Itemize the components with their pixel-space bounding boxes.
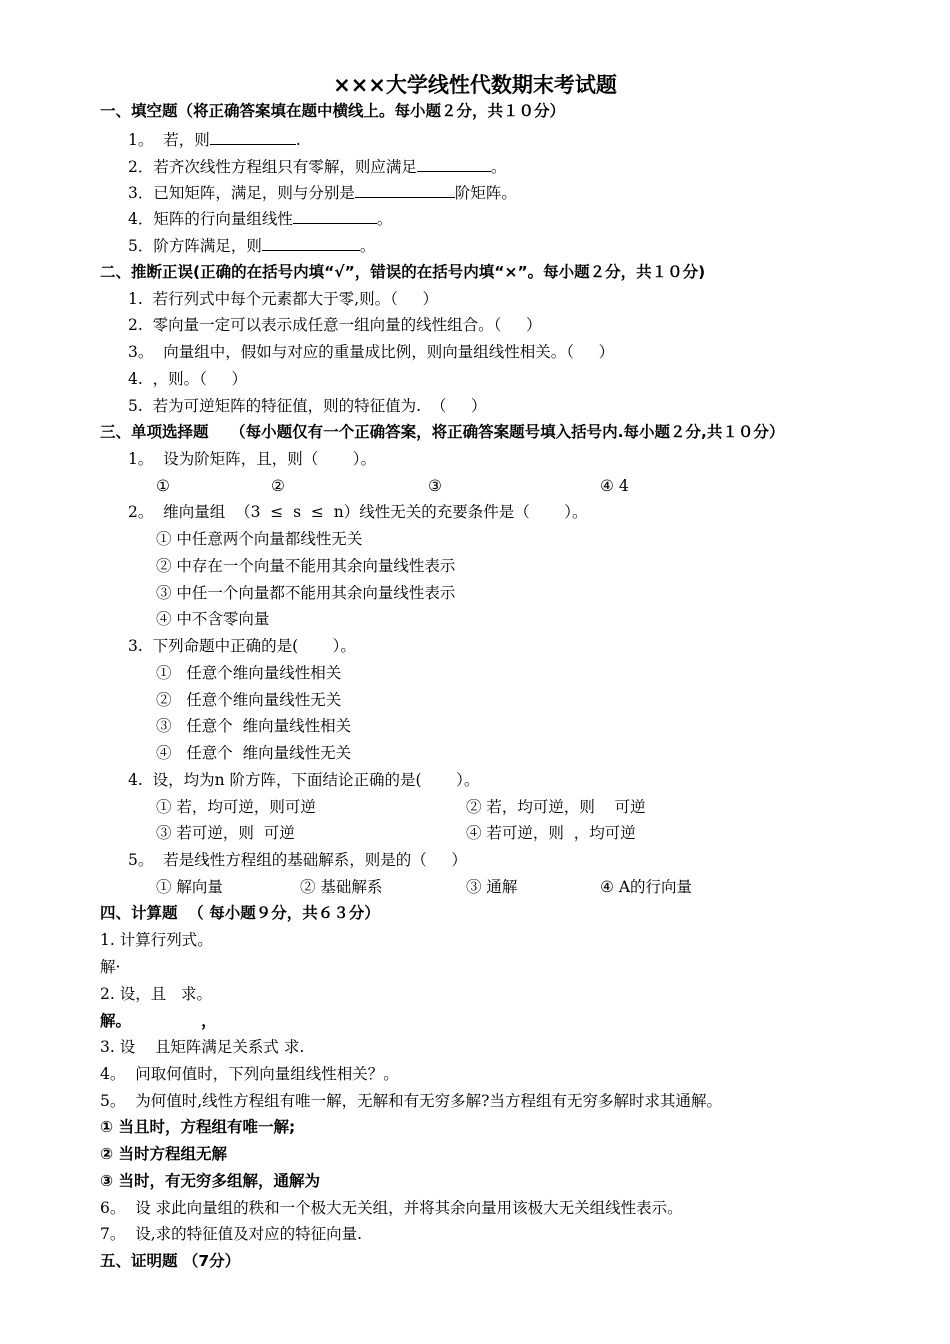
s3-q3-option-3: ③ 任意个 维向量线性相关: [156, 717, 352, 735]
s1-q5-text: 5．阶方阵满足，则: [128, 237, 262, 255]
s3-q2-option-2: ② 中存在一个向量不能用其余向量线性表示: [156, 557, 456, 575]
section-1-heading: 一、填空题（将正确答案填在题中横线上。每小题２分，共１０分）: [100, 102, 566, 120]
s3-q5-option-4: ④ A的行向量: [600, 878, 693, 896]
s4-question-3: 3. 设 且矩阵满足关系式 求.: [100, 1038, 305, 1056]
s1-q5-tail: 。: [359, 237, 376, 255]
s1-question-5: [128, 235, 375, 256]
s3-q3-option-2: ② 任意个维向量线性无关: [156, 691, 342, 709]
s1-question-4: [128, 208, 392, 229]
s3-q4-option-1: ① 若，均可逆，则可逆: [156, 798, 316, 816]
s3-question-2: 2。 维向量组 （3 ≤ s ≤ n）线性无关的充要条件是（ ）。: [128, 503, 588, 521]
s1-q3-text: 3．已知矩阵，满足，则与分别是: [128, 184, 355, 202]
s3-question-3: 3. 下列命题中正确的是( ）。: [128, 637, 356, 655]
s2-question-2: 2. 零向量一定可以表示成任意一组向量的线性组合。（ ）: [128, 316, 542, 334]
s3-q5-option-2: ② 基础解系: [300, 878, 383, 896]
s4-question-4: 4。 问取何值时，下列向量组线性相关？。: [100, 1065, 399, 1083]
s2-question-1: 1. 若行列式中每个元素都大于零,则。（ ）: [128, 290, 438, 308]
section-5-heading: 五、证明题 （7分）: [100, 1252, 241, 1270]
s3-q2-option-3: ③ 中任一个向量都不能用其余向量线性表示: [156, 584, 456, 602]
s4-answer-2: 解。 ，: [100, 1012, 217, 1030]
s1-question-2: [128, 156, 506, 177]
s1-q1-text: 1。 若，则: [128, 131, 210, 149]
s3-q2-option-1: ① 中任意两个向量都线性无关: [156, 530, 363, 548]
s4-question-7: 7。 设,求的特征值及对应的特征向量.: [100, 1225, 363, 1243]
s3-q1-option-4: ④ 4: [600, 477, 629, 495]
answer-blank: [293, 208, 377, 224]
answer-blank: [262, 235, 360, 251]
answer-blank: [355, 182, 455, 198]
s3-question-4: 4. 设，均为n 阶方阵，下面结论正确的是( ）。: [128, 771, 480, 789]
s3-question-5: 5。 若是线性方程组的基础解系，则是的（ ）: [128, 851, 467, 869]
s3-q1-option-1: ①: [156, 477, 170, 495]
s4-question-1: 1. 计算行列式。: [100, 931, 213, 949]
s3-q3-option-4: ④ 任意个 维向量线性无关: [156, 744, 352, 762]
s4-answer-5-case-1: ① 当且时，方程组有唯一解;: [100, 1118, 296, 1136]
s4-question-5: 5。 为何值时,线性方程组有唯一解，无解和有无穷多解?当方程组有无穷多解时求其通解。: [100, 1092, 722, 1110]
s4-answer-1: 解·: [100, 958, 121, 976]
s4-answer-5-case-3: ③ 当时，有无穷多组解，通解为: [100, 1172, 321, 1190]
s3-q1-option-2: ②: [271, 477, 285, 495]
s3-q1-option-3: ③: [428, 477, 442, 495]
s3-q4-option-2: ② 若，均可逆，则 可逆: [466, 798, 646, 816]
answer-blank: [210, 129, 296, 145]
s1-q3-tail: 阶矩阵。: [454, 184, 517, 202]
s4-question-6: 6。 设 求此向量组的秩和一个极大无关组，并将其余向量用该极大无关组线性表示。: [100, 1199, 683, 1217]
s2-question-4: 4. ，则。（ ）: [128, 370, 248, 388]
s2-question-5: 5. 若为可逆矩阵的特征值，则的特征值为. （ ）: [128, 397, 487, 415]
s1-q2-tail: 。: [490, 158, 507, 176]
s3-q2-option-4: ④ 中不含零向量: [156, 610, 270, 628]
s3-q4-option-3: ③ 若可逆，则 可逆: [156, 824, 295, 842]
s1-q1-tail: .: [295, 131, 301, 149]
s1-q4-text: 4．矩阵的行向量组线性: [128, 210, 293, 228]
s3-question-1: 1。 设为阶矩阵，且，则（ ）。: [128, 450, 376, 468]
section-2-heading: 二、推断正误(正确的在括号内填“√”，错误的在括号内填“×”。每小题２分，共１０分): [100, 263, 706, 281]
section-3-heading: 三、单项选择题 （每小题仅有一个正确答案，将正确答案题号填入括号内.每小题２分,共１０分）: [100, 423, 785, 441]
answer-blank: [417, 156, 491, 172]
s1-question-3: [128, 182, 517, 203]
s3-q4-option-4: ④ 若可逆，则 ，均可逆: [466, 824, 636, 842]
s2-question-3: 3。 向量组中，假如与对应的重量成比例，则向量组线性相关。（ ）: [128, 343, 615, 361]
s3-q5-option-1: ① 解向量: [156, 878, 223, 896]
s1-question-1: [128, 129, 301, 150]
section-4-heading: 四、计算题 （ 每小题９分，共６３分）: [100, 904, 380, 922]
page-title: ×××大学线性代数期末考试题: [333, 73, 617, 97]
s3-q5-option-3: ③ 通解: [466, 878, 518, 896]
s4-answer-5-case-2: ② 当时方程组无解: [100, 1145, 228, 1163]
s3-q3-option-1: ① 任意个维向量线性相关: [156, 664, 342, 682]
s4-question-2: 2. 设，且 求。: [100, 985, 212, 1003]
s1-q4-tail: 。: [376, 210, 393, 228]
s1-q2-text: 2．若齐次线性方程组只有零解，则应满足: [128, 158, 417, 176]
